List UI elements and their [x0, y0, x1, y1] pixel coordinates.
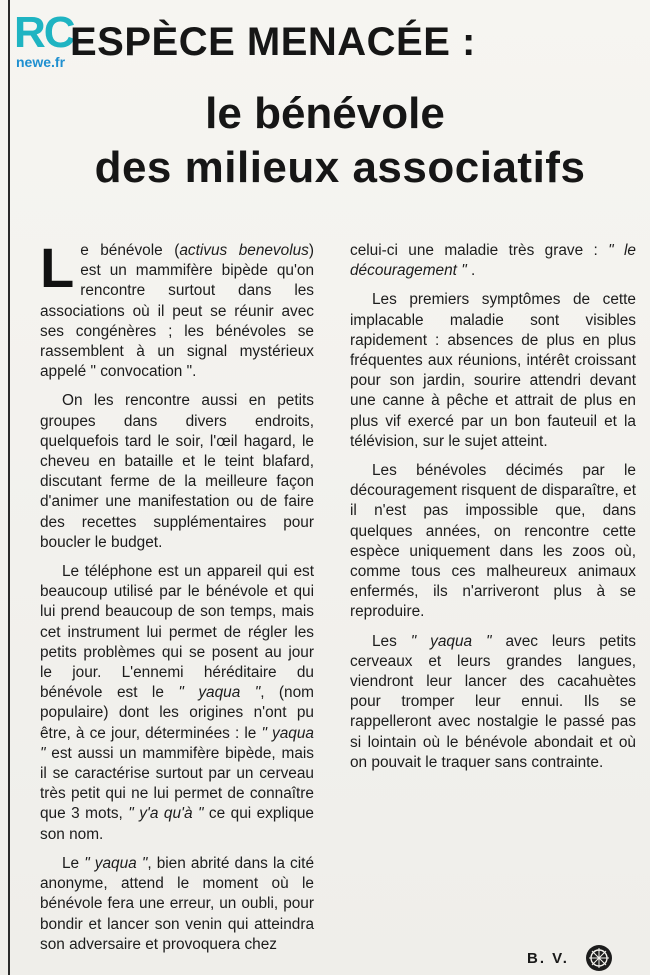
italic-term: " yaqua ": [410, 632, 492, 650]
text-run: .: [470, 262, 476, 280]
text-run: est aussi un mammifère bipède, mais il se caractérise surtout par un cerveau très petit qui ne lui permet de connaître que 3 mots,: [40, 744, 314, 823]
paragraph-4: [40, 854, 314, 955]
paragraph-5: Les premiers symptômes de cette implacable maladie sont visibles rapidement : absences de plus en plus fréquentes aux réunions, intérêt croissant pour son jardin, sourire attendri devant une canne à pêche et attrait de plus en plus vif exercé par un bon fauteuil et la télévision, sur le sujet atteint.: [350, 291, 636, 450]
paragraph-7: [350, 632, 636, 773]
text-run: ) est un mammifère bipède qu'on rencontre surtout dans les associations où il peut se réunir avec ses congénères ; les bénévoles se rassemblent à un signal mystérieux appelé " convocation ".: [40, 242, 315, 381]
text-run: ce qui explique son nom.: [40, 805, 314, 843]
text-run: e bénévole (: [80, 242, 180, 259]
text-run: Le téléphone est un appareil qui est beaucoup utilisé par le bénévole et qui lui prend beaucoup de son temps, mais cet instrument lui permet de régler les petits problèmes qui se posent au jour le jour. L'ennemi héréditaire du bénévole est le: [40, 563, 314, 702]
text-run: , (nom populaire) dont les origines n'ont pu être, à ce jour, déterminées : le: [40, 684, 314, 742]
italic-term: " yaqua ": [40, 724, 314, 762]
text-run: très: [508, 242, 545, 259]
text-run: Les: [372, 632, 411, 650]
text-run: Le: [62, 854, 85, 872]
text-run: celui-ci: [350, 242, 409, 259]
author-signature: B. V.: [527, 950, 569, 967]
logo-main: RC: [14, 8, 74, 57]
paragraph-3: [40, 562, 314, 845]
drop-cap: L: [40, 236, 75, 299]
column-rule: [8, 0, 10, 975]
article-column-right: [350, 241, 636, 782]
paragraph-4-continued: [350, 241, 636, 281]
italic-term: ": [608, 242, 625, 259]
italic-term: le: [624, 242, 636, 259]
paragraph-6: Les bénévoles décimés par le découragement risquent de disparaître, et il n'est pas impossible que, dans quelques années, on rencontre cette espèce uniquement dans les zoos où, comme tous ces malheureux animaux enfermés, ils n'arriveront plus à se reproduire.: [350, 462, 636, 621]
headline-line-1: ESPÈCE MENACÉE :: [70, 20, 476, 64]
text-run: :: [593, 242, 609, 259]
latin-name: activus benevolus: [179, 242, 309, 259]
text-run: grave: [544, 242, 594, 259]
logo-sub: newe.fr: [16, 54, 66, 70]
text-run: , bien abrité dans la cité anonyme, attend le moment où le bénévole fera une erreur, un oubli, pour bondir et lancer son venin qui atteindra son adversaire et provoquera chez: [40, 854, 314, 953]
paragraph-2: On les rencontre aussi en petits groupes dans divers endroits, quelquefois tard le soir, l'œil hagard, le cheveu en bataille et le teint blafard, discutant ferme de la meilleure façon d'animer une manifestation ou de faire des recettes supplémentaires pour boucler le budget.: [40, 392, 314, 551]
round-stamp-emblem-icon: [584, 943, 614, 973]
text-run: une: [408, 242, 445, 259]
italic-term: ": [461, 262, 471, 280]
italic-term: découragement: [350, 262, 462, 280]
italic-term: " yaqua ": [178, 684, 261, 702]
paragraph-1: [40, 236, 315, 382]
italic-term: " y'a qu'à ": [128, 805, 204, 823]
headline-line-2: le bénévole: [205, 89, 445, 138]
headline-line-3: des milieux associatifs: [94, 143, 586, 192]
text-run: maladie: [444, 242, 509, 259]
italic-term: " yaqua ": [84, 854, 148, 872]
text-run: avec leurs petits cerveaux et leurs grandes langues, viendront leur lancer des cacahuètes pour tromper leur ennui. Ils se rappelleront avec nostalgie le passé pas si lointain où le bénévole abondait et où on pouvait le traquer sans contrainte.: [350, 632, 636, 771]
article-column-left: [40, 236, 315, 964]
